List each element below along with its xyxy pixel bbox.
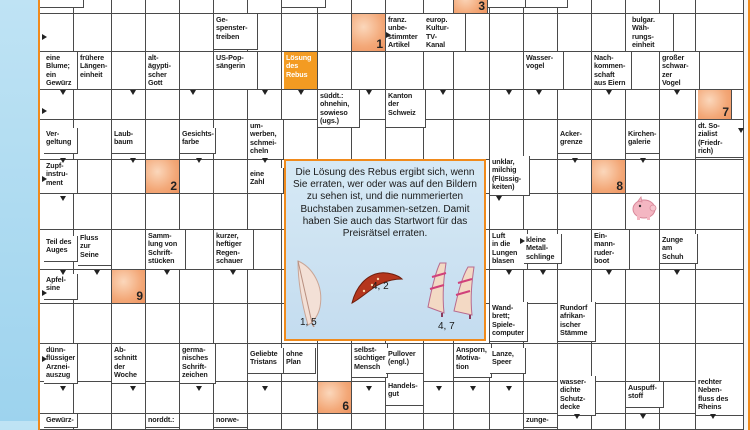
answer-cell[interactable] [558,14,592,52]
clue-metallschlinge: kleine Metall- schlinge [524,234,562,264]
answer-cell[interactable] [40,194,74,230]
answer-cell[interactable] [660,0,696,14]
answer-cell[interactable] [74,270,112,304]
arrow-down-icon [262,386,268,391]
answer-cell[interactable] [626,90,660,120]
answer-cell[interactable] [524,382,558,414]
answer-cell[interactable] [146,14,180,52]
answer-cell[interactable] [524,194,558,230]
answer-cell[interactable] [282,382,318,414]
answer-cell[interactable] [558,270,592,304]
clue-sozialist: dt. So- zialist (Friedr- rich) [696,120,744,158]
answer-cell[interactable] [490,52,524,90]
answer-cell[interactable] [592,304,626,344]
answer-cell[interactable] [112,194,146,230]
answer-cell[interactable] [592,414,626,430]
answer-cell[interactable] [74,304,112,344]
clue-unklar: unklar, milchig (Flüssig- keiten) [490,156,530,196]
arrow-down-icon [470,386,476,391]
clue-europ: europ. Kultur- TV- Kanal [424,14,466,52]
answer-cell[interactable] [660,344,696,382]
clue-selbstsuechtig: selbst- süchtiger Mensch [352,344,388,378]
answer-cell[interactable] [626,0,660,14]
arrow-down-icon [606,270,612,275]
clue-gespenster: Ge- spenster- treiben [214,14,258,50]
answer-cell[interactable] [180,304,214,344]
answer-cell[interactable] [386,52,424,90]
arrow-down-icon [230,270,236,275]
answer-cell[interactable] [454,90,490,120]
clue-arzneiauszug: dünn- flüssiger Arznei- auszug [44,344,78,384]
arrow-down-icon [60,270,66,275]
answer-cell[interactable] [660,414,696,430]
answer-cell[interactable] [112,160,146,194]
answer-cell[interactable] [282,414,318,430]
answer-cell[interactable] [112,382,146,414]
arrow-down-icon [60,196,66,201]
arrow-down-icon [540,270,546,275]
clue-norddt: norddt.: [146,414,180,428]
answer-cell[interactable] [248,270,282,304]
answer-cell[interactable] [74,414,112,430]
answer-cell[interactable] [214,382,248,414]
arrow-down-icon [130,158,136,163]
clue-gott: alt- ägypti- scher Gott [146,52,180,90]
answer-cell[interactable] [74,344,112,382]
answer-cell[interactable] [112,230,146,270]
answer-cell[interactable] [180,90,214,120]
arrow-down-icon [574,414,580,419]
clue-regenschauer: kurzer, heftiger Regen- schauer [214,230,254,270]
answer-cell[interactable] [696,160,744,194]
answer-cell[interactable] [524,120,558,160]
answer-cell[interactable] [146,344,180,382]
clue-wandbrett: Wand- brett; Spiele- computer [490,302,528,342]
sandals-icon [424,257,482,319]
clue-kirchengalerie: Kirchen- galerie [626,128,660,154]
clue-bulgar: bulgar. Wäh- rungs- einheit [630,14,674,52]
clue-abschnitt: Ab- schnitt der Woche [112,344,146,384]
answer-cell[interactable] [592,344,626,382]
answer-cell[interactable] [112,52,146,90]
answer-cell[interactable] [660,194,696,230]
arrow-right-icon [42,176,47,182]
answer-cell[interactable] [180,14,214,52]
cell-number: 2 [170,179,177,193]
answer-cell[interactable] [558,230,592,270]
arrow-down-icon [506,90,512,95]
clue-germanisch: germa- nisches Schrift- zeichen [180,344,216,384]
arrow-down-icon [130,386,136,391]
clue-decke [526,0,568,8]
answer-cell[interactable] [248,194,282,230]
answer-cell[interactable] [214,194,248,230]
arrow-down-icon [440,90,446,95]
answer-cell[interactable] [424,344,454,382]
clue-kanton: Kanton der Schweiz [386,90,426,128]
clue-ansporn: Ansporn, Motiva- tion [454,344,492,378]
answer-cell[interactable] [112,14,146,52]
answer-cell[interactable] [214,0,248,14]
answer-cell[interactable] [592,120,626,160]
arrow-down-icon [298,90,304,95]
arrow-down-icon [536,90,542,95]
answer-cell[interactable] [318,14,352,52]
arrow-down-icon [366,386,372,391]
answer-cell[interactable] [318,414,352,430]
answer-cell[interactable] [454,414,490,430]
clue-blume: eine Blume; ein Gewürz [44,52,78,90]
arrow-down-icon [640,158,646,163]
answer-cell[interactable] [248,0,282,14]
answer-cell[interactable] [696,194,744,230]
answer-cell[interactable] [248,304,282,344]
clue-schutzdecke: wasser- dichte Schutz- decke [558,376,596,416]
answer-cell[interactable] [424,414,454,430]
boomerang-letters: 4, 2 [372,281,389,292]
answer-cell[interactable] [386,0,424,14]
answer-cell[interactable] [696,304,744,344]
clue-lanze: Lanze, Speer [490,348,526,374]
arrow-right-icon [386,32,391,38]
answer-cell[interactable] [146,304,180,344]
clue-loesung-des-rebus: Lösung des Rebus [284,52,318,90]
clue-wasservogel: Wasser- vogel [524,52,564,90]
clue-vergeltung: Ver- geltung [44,128,78,154]
answer-cell[interactable] [214,344,248,382]
answer-cell[interactable] [40,14,74,52]
arrow-down-icon [60,90,66,95]
arrow-down-icon [366,90,372,95]
cell-number: 1 [376,37,383,51]
answer-cell[interactable] [696,0,744,14]
answer-cell[interactable] [214,304,248,344]
clue-handelsgut: Handels- gut [386,380,424,406]
answer-cell[interactable] [146,382,180,414]
answer-cell[interactable] [558,194,592,230]
sandals-letters: 4, 7 [438,321,455,332]
clue-ruderboot: Ein- mann- ruder- boot [592,230,630,270]
arrow-right-icon [42,34,47,40]
answer-cell[interactable] [318,52,352,90]
clue-nebenfluss: rechter Neben- fluss des Rheins [696,376,744,416]
answer-cell[interactable] [352,0,386,14]
clue-zupfinstrument: Zupf- instru- ment [44,160,78,194]
arrow-down-icon [262,158,268,163]
arrow-right-icon [42,356,47,362]
answer-cell[interactable] [386,414,424,430]
answer-cell[interactable] [180,414,214,430]
answer-cell[interactable] [74,120,112,160]
answer-cell[interactable] [282,14,318,52]
arrow-down-icon [710,414,716,419]
arrow-down-icon [190,90,196,95]
arrow-down-icon [738,128,744,133]
answer-cell[interactable] [112,414,146,430]
arrow-down-icon [164,270,170,275]
answer-cell[interactable] [696,14,744,52]
answer-cell[interactable] [74,90,112,120]
clue-franz: franz. unbe- stimmter Artikel [386,14,426,52]
clue-teil-des-auges: Teil des Auges [44,236,78,262]
answer-cell[interactable] [180,194,214,230]
answer-cell[interactable] [214,90,248,120]
rebus-panel [284,159,486,341]
answer-cell[interactable] [660,304,696,344]
answer-cell[interactable] [214,120,248,160]
clue-tristans: Geliebte Tristans [248,348,284,374]
clue-sammlung: Samm- lung von Schrift- stücken [146,230,186,270]
arrow-down-icon [60,158,66,163]
clue-rundorf: Rundorf afrikan- ischer Stämme [558,302,596,342]
clue-bedauern [484,0,526,8]
answer-cell[interactable] [626,344,660,382]
numbered-cell-3[interactable] [454,0,488,14]
arrow-down-icon [496,196,502,201]
clue-zunge2: zunge- [524,414,558,428]
answer-cell[interactable] [146,90,180,120]
answer-cell[interactable] [454,52,490,90]
answer-cell[interactable] [490,14,524,52]
answer-cell[interactable] [524,304,558,344]
clue-norwe: norwe- [214,414,248,428]
arrow-down-icon [60,386,66,391]
arrow-down-icon [196,158,202,163]
answer-cell[interactable] [626,230,660,270]
clue-einezahl: eine Zahl [248,168,284,194]
answer-cell[interactable] [696,52,744,90]
answer-cell[interactable] [112,90,146,120]
clue-pullover: Pullover (engl.) [386,348,424,374]
answer-cell[interactable] [696,414,744,430]
arrow-down-icon [262,90,268,95]
answer-cell[interactable] [558,90,592,120]
arrow-down-icon [196,386,202,391]
clue-laubbaum: Laub- baum [112,128,146,154]
answer-cell[interactable] [696,230,744,270]
answer-cell[interactable] [490,414,524,430]
answer-cell[interactable] [660,382,696,414]
arrow-down-icon [640,414,646,419]
answer-cell[interactable] [74,160,112,194]
answer-cell[interactable] [352,52,386,90]
clue-bezirk [40,0,84,8]
answer-cell[interactable] [352,414,386,430]
clue-laengen: frühere Längen- einheit [78,52,112,90]
answer-cell[interactable] [524,344,558,382]
answer-cell[interactable] [146,120,180,160]
arrow-down-icon [94,270,100,275]
answer-cell[interactable] [40,382,74,414]
answer-cell[interactable] [490,270,524,304]
answer-cell[interactable] [180,0,214,14]
cell-number: 7 [722,105,729,119]
cell-number: 9 [136,289,143,303]
clue-nachkommen: Nach- kommen- schaft aus Eiern [592,52,632,90]
answer-cell[interactable] [180,52,214,90]
numbered-cell-1[interactable] [352,14,386,52]
clue-gewuerz: Gewürz- [44,414,78,428]
numbered-cell-8[interactable] [592,160,626,194]
arrow-down-icon [572,158,578,163]
feather-letters: 1, 5 [300,317,317,328]
clue-sueddt: süddt.: ohnehin, sowieso (ugs.) [318,90,360,128]
answer-cell[interactable] [424,52,454,90]
piggy-bank-icon [630,194,658,222]
cell-number: 8 [616,179,623,193]
answer-cell[interactable] [592,0,626,14]
answer-cell[interactable] [696,270,744,304]
answer-cell[interactable] [318,344,352,382]
numbered-cell-2[interactable] [146,160,180,194]
answer-cell[interactable] [558,160,592,194]
numbered-cell-9[interactable] [112,270,146,304]
answer-cell[interactable] [112,0,146,14]
arrow-right-icon [520,238,525,244]
clue-zunge-am-schuh: Zunge am Schuh [660,234,698,264]
answer-cell[interactable] [454,120,490,160]
cell-number: 6 [342,399,349,413]
answer-cell[interactable] [180,270,214,304]
answer-cell[interactable] [524,14,558,52]
numbered-cell-7[interactable] [698,90,732,120]
answer-cell[interactable] [74,194,112,230]
cell-number: 3 [478,0,485,13]
answer-cell[interactable] [592,194,626,230]
answer-cell[interactable] [40,304,74,344]
answer-cell[interactable] [282,120,318,160]
clue-ackergrenze: Acker- grenze [558,128,592,154]
arrow-down-icon [674,270,680,275]
arrow-right-icon [42,108,47,114]
clue-ohne-plan: ohne Plan [284,348,316,374]
answer-cell[interactable] [524,270,558,304]
arrow-down-icon [130,90,136,95]
answer-cell[interactable] [180,160,214,194]
arrow-right-icon [42,290,47,296]
clue-apfelsine: Apfel- sine [44,274,78,300]
answer-cell[interactable] [592,270,626,304]
clue-luft: Luft in die Lungen blasen [490,230,528,270]
answer-cell[interactable] [112,304,146,344]
answer-cell[interactable] [490,120,524,160]
answer-cell[interactable] [214,160,248,194]
clue-popsaengerin: US-Pop- sängerin [214,52,258,90]
rebus-instructions: Die Lösung des Rebus ergibt sich, wenn Sie erraten, wer oder was auf den Bildern zu sehen ist, und die nummerierten Buchstaben zusammen-setzen. Damit haben Sie auch das Startwort für das Preisrätsel erraten. [293,167,477,240]
answer-cell[interactable] [214,270,248,304]
answer-cell[interactable] [424,0,454,14]
clue-fluss-zur-seine: Fluss zur Seine [78,232,112,266]
answer-cell[interactable] [592,14,626,52]
arrow-down-icon [506,386,512,391]
answer-cell[interactable] [592,382,626,414]
answer-cell[interactable] [74,14,112,52]
answer-cell[interactable] [626,160,660,194]
arrow-down-icon [674,90,680,95]
answer-cell[interactable] [660,160,696,194]
answer-cell[interactable] [146,270,180,304]
clue-auspuffstoff: Auspuff- stoff [626,382,664,408]
clue-umwerben: um- werben, schmei- cheln [248,120,284,160]
answer-cell[interactable] [74,382,112,414]
clue-gesichtsfarbe: Gesichts- farbe [180,128,216,154]
answer-cell[interactable] [626,270,660,304]
answer-cell[interactable] [40,90,74,120]
answer-cell[interactable] [626,304,660,344]
answer-cell[interactable] [660,120,696,160]
answer-cell[interactable] [424,90,454,120]
arrow-down-icon [506,270,512,275]
answer-cell[interactable] [660,270,696,304]
arrow-down-icon [436,386,442,391]
arrow-down-icon [606,90,612,95]
answer-cell[interactable] [146,194,180,230]
clue-faser [282,0,326,8]
answer-cell[interactable] [146,0,180,14]
numbered-cell-6[interactable] [318,382,352,414]
answer-cell[interactable] [248,414,282,430]
answer-cell[interactable] [424,120,454,160]
clue-vogel: großer schwar- zer Vogel [660,52,700,90]
